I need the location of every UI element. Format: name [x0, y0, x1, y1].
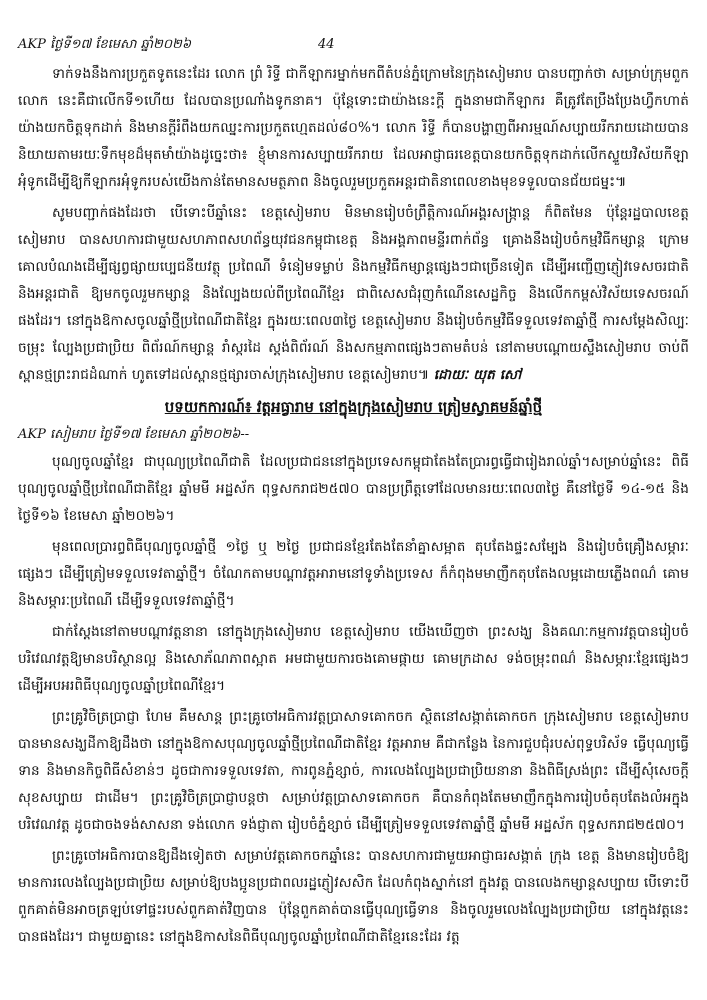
article1-paragraph-2 [18, 200, 689, 389]
header-date: AKP ថ្ងៃទី១៧ ខែមេសា ឆ្នាំ២០២៦ [18, 37, 192, 52]
article-dateline: AKP សៀមរាប ថ្ងៃទី១៧ ខែមេសា ឆ្នាំ២០២៦-- [18, 427, 250, 442]
article2-paragraph-1: បុណ្យចូលឆ្នាំខ្មែរ ជាបុណ្យប្រពៃណីជាតិ ដែលប្រជាជននៅក្នុងប្រទេសកម្ពុជាតែងតែប្រារព្ធធ្វើជារៀងរាល់ឆ្នាំ។សម្រាប់ឆ្នាំនេះ ពិធីបុណ្យចូលឆ្នាំថ្មីប្រពៃណីជាតិខ្មែរ ឆ្នាំមមី អដ្ឋស័ក ពុទ្ធសករាជ២៥៧០ បានប្រព្រឹត្តទៅដែលមានរយៈពេល៣ថ្ងៃ គឺនៅថ្ងៃទី ១៤-១៥ និងថ្ងៃទី១៦ ខែមេសា ឆ្នាំ២០២៦។ [18, 454, 689, 524]
article-headline: បទយកការណ៍៖ វត្តអធ្វារាម នៅក្នុងក្រុងសៀមរាប ត្រៀមស្វាគមន៍ឆ្នាំថ្មី [164, 398, 543, 416]
article2-paragraph-3: ជាក់ស្តែងនៅតាមបណ្តាវត្តនានា នៅក្នុងក្រុងសៀមរាប ខេត្តសៀមរាប យើងឃើញថា ព្រះសង្ឃ និងគណៈកម្មការវត្តបានរៀបចំបរិវេណវត្តឱ្យមានបរិស្ថានល្អ និងសោភ័ណភាពស្អាត អមជាមួយការចងគោមផ្កាយ គោមក្រដាស ទង់ចម្រុះពណ៌ និងសម្ភារៈខ្មែរផ្សេងៗ ដើម្បីអបអរពិធីបុណ្យចូលឆ្នាំប្រពៃណីខ្មែរ។ [18, 624, 689, 694]
page-number: 44 [318, 37, 335, 52]
article1-paragraph-1: ទាក់ទងនឹងការប្រកួតទូតនេះដែរ លោក ព្រំ រិទ្ធី ជាកីឡាករម្នាក់មកពីតំបន់ភ្នំក្រោមនៃក្រុងសៀមរាប បានបញ្ជាក់ថា សម្រាប់ក្រុមពួកលោក នេះគឺជាលើកទី១ហើយ ដែលបានប្រណាំងទូកនាគ។ ប៉ុន្តែទោះជាយ៉ាងនេះក្តី ក្នុងនាមជាកីឡាករ គឺត្រូវតែប្រឹងប្រែងហ្វឹកហាត់យ៉ាងយកចិត្តទុកដាក់ និងមានក្តីរំពឹងយកឈ្នះការប្រកួតហ្មេតដល់៨០%។ លោក រិទ្ធី ក៏បានបង្ហាញពីអារម្មណ៍សប្បាយរីករាយដោយបាននិយាយតាមរយៈទឹកមុខដ៏មុតមាំយ៉ាងដូច្នេះថា៖ ខ្ញុំមានការសប្បាយរីករាយ ដែលអាជ្ញាធរខេត្តបានយកចិត្តទុកដាក់លើកស្ទួយវិស័យកីឡាអុំទូកដើម្បីឱ្យកីឡាករអុំទូករបស់យើងកាន់តែមានសមត្ថភាព និងចូលរួមប្រកួតអន្តរជាតិនាពេលខាងមុខទទួលបានជ័យជម្នះ៕ [18, 66, 689, 190]
article1-paragraph-2-text: សូមបញ្ជាក់ផងដែរថា បើទោះបីឆ្នាំនេះ ខេត្តសៀមរាប មិនមានរៀបចំព្រឹត្តិការណ៍អង្គរសង្ក្រាន្ត ក៏ពិតមែន ប៉ុន្តែរដ្ឋបាលខេត្តសៀមរាប បានសហការជាមួយសហភាពសហព័ន្ធយុវជនកម្ពុជាខេត្ត និងអង្គភាពមន្ទីរពាក់ព័ន្ធ គ្រោងនឹងរៀបចំកម្មវិធីកម្សាន្ត ក្រោមគោលបំណងដើម្បីផ្សព្វផ្សាយប្បេជនីយវត្ថុ ប្រពៃណី ទំនៀមទម្លាប់ និងកម្មវិធីកម្សាន្តផ្សេងៗជាច្រើនទៀត ដើម្បីអញ្ជើញភ្ញៀវទេសចរជាតិ និងអន្តរជាតិ ឱ្យមកចូលរួមកម្សាន្ត និងល្បែងយល់ពីប្រពៃណីខ្មែរ ជាពិសេសជំរុញកំណើនសេដ្ឋកិច្ច និងលើកកម្ពស់វិស័យទេសចរណ៍ ផងដែរ។ នៅក្នុងឱកាសចូលឆ្នាំថ្មីប្រពៃណីជាតិខ្មែរ ក្នុងរយៈពេល៣ថ្ងៃ ខេត្តសៀមរាប នឹងរៀបចំកម្មវិធីទទួលទេវតាឆ្នាំថ្មី ការសម្តែងសិល្បៈចម្រុះ ល្បែងប្រជាប្រិយ ពិព័រណ៍កម្សាន្ត រាំស្ករដៃ ស្តង់ពិព័រណ៍ និងសកម្មភាពផ្សេងៗតាមតំបន់ នៅតាមបណ្តោយស្ទឹងសៀមរាប ចាប់ពីស្ពានថ្មព្រះរាជដំណាក់ ហូតទៅដល់ស្ពានថ្មផ្សារចាស់ក្រុងសៀមរាប ខេត្តសៀមរាប៕ [18, 205, 689, 383]
page-header [18, 36, 689, 55]
article2-paragraph-5: ព្រះគ្រូចៅអធិការបានឱ្យដឹងទៀតថា សម្រាប់វត្តគោកចកឆ្នាំនេះ បានសហការជាមួយអាជ្ញាធរសង្កាត់ ក្រុង ខេត្ត និងមានរៀបចំឱ្យមានការលេងល្បែងប្រជាប្រិយ សម្រាប់ឱ្យបងប្អូនប្រជាពលរដ្ឋភ្ញៀវសសិក ដែលកំពុងស្នាក់នៅ ក្នុងវត្ត បានលេងកម្សាន្តសប្បាយ បើទោះបីពួកគាត់មិនអាចត្រឡប់ទៅផ្ទះរបស់ពួកគាត់វិញបាន ប៉ុន្តែពួកគាត់បានធ្វើបុណ្យធ្វើទាន និងចូលរួមលេងល្បែងប្រជាប្រិយ នៅក្នុងវត្តនេះបានផងដែរ។ ជាមួយគ្នានេះ នៅក្នុងឱកាសនៃពិធីបុណ្យចូលឆ្នាំប្រពៃណីជាតិខ្មែរនេះដែរ វត្ត [18, 848, 689, 945]
byline: ដោយៈ យុត សៅ [433, 367, 522, 383]
article2-paragraph-4: ព្រះគ្រូវិចិត្រប្រាជ្ញា ហែម គឹមសាន្ត ព្រះគ្រូចៅអធិការវត្តប្រាសាទគោកចក ស្ថិតនៅសង្កាត់គោកចក ក្រុងសៀមរាប ខេត្តសៀមរាប បានមានសង្ឃដីកាឱ្យដឹងថា នៅក្នុងឱកាសបុណ្យចូលឆ្នាំថ្មីប្រពៃណីជាតិខ្មែរ វត្តអារាម គឺជាកន្លែង នៃការជួបជុំរបស់ពុទ្ធបរិស័ទ ធ្វើបុណ្យធ្វើទាន និងមានកិច្ចពិធីសំខាន់ៗ ដូចជាការទទួលទេវតា, ការពូនភ្នំខ្សាច់, ការលេងល្បែងប្រជាប្រិយនានា និងពិធីស្រង់ព្រះ ដើម្បីសុំសេចក្តីសុខសប្បាយ ជាដើម។ ព្រះគ្រូវិចិត្រប្រាជ្ញាបន្តថា សម្រាប់វត្តប្រាសាទគោកចក គឺបានកំពុងតែមមាញឹកក្នុងការរៀបចំតុបតែងលំអក្នុងបរិវេណវត្ត ដូចជាចងទង់សាសនា ទង់លោក ទង់ជ្ញាតា រៀបចំភ្នំខ្សាច់ ដើម្បីត្រៀមទទួលទេវតាឆ្នាំថ្មី ឆ្នាំមមី អដ្ឋស័ក ពុទ្ធសករាជ២៥៧០។ [18, 709, 689, 833]
article2-paragraph-2: មុនពេលប្រារព្ធពិធីបុណ្យចូលឆ្នាំថ្មី ១ថ្ងៃ ឬ ២ថ្ងៃ ប្រជាជនខ្មែរតែងតែនាំគ្នាសម្អាត តុបតែងផ្ទះសម្បែង និងរៀបចំគ្រឿងសម្ភារៈផ្សេងៗ ដើម្បីត្រៀមទទួលទេវតាឆ្នាំថ្មី។ ចំណែកតាមបណ្តាវត្តអារាមនៅទូទាំងប្រទេស ក៏កំពុងមមាញឹកតុបតែងលម្អដោយភ្លើងពណ៌ គោម និងសម្ភារៈប្រពៃណី ដើម្បីទទួលទេវតាឆ្នាំថ្មី។ [18, 539, 689, 609]
